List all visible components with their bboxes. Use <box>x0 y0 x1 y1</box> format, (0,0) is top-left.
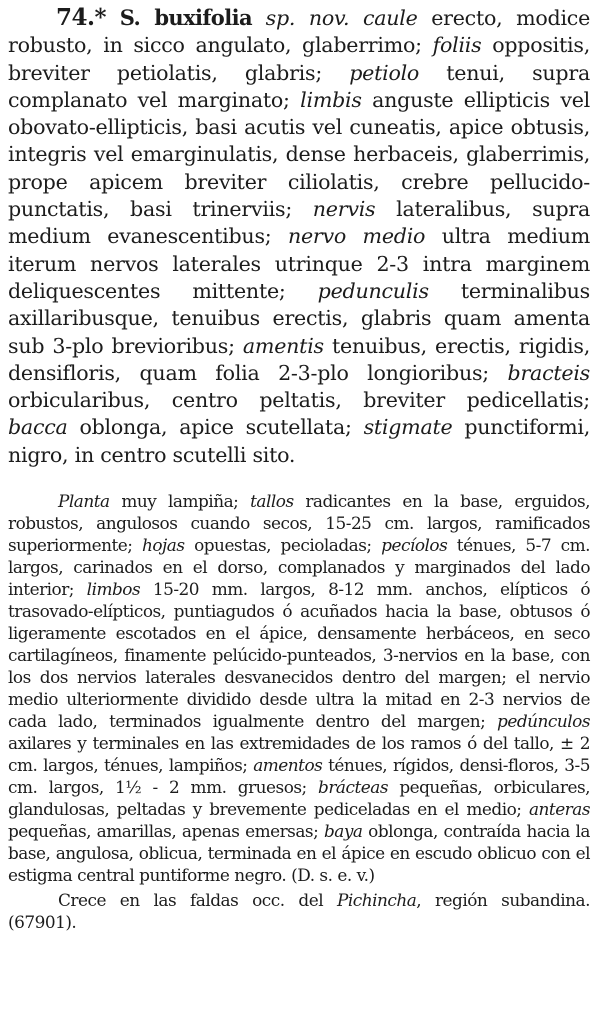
text-run: oppositis, breviter petiolatis, glabris; <box>8 33 590 85</box>
text-run: oblonga, apice scutellata; <box>67 415 364 440</box>
text-run: muy lampiña; <box>109 491 251 512</box>
text-run: axilares y terminales en las extremidades de los ramos ó del tallo, ± 2 cm. largos, ténues, lampiños; <box>8 733 590 776</box>
text-run: pequeñas, amarillas, apenas emersas; <box>8 821 324 842</box>
text-run: Crece en las faldas occ. del <box>58 890 337 911</box>
text-run: terminalibus axillaribusque, tenuibus erectis, glabris quam amenta sub 3-plo brevioribus; <box>8 278 590 358</box>
text-run: pequeñas, orbiculares, glandulosas, peltadas y brevemente pediceladas en el medio; <box>8 777 590 820</box>
document-page <box>8 4 590 933</box>
text-run: orbicularibus, centro peltatis, breviter pedicellatis; <box>8 388 590 413</box>
italic-term: petiolo <box>349 60 420 85</box>
text-run: erecto, modice robusto, in sicco angulato, glaberrimo; <box>8 6 591 58</box>
italic-term: pedunculis <box>317 278 429 303</box>
italic-term: hojas <box>142 535 185 556</box>
text-run: 15-20 mm. largos, 8-12 mm. anchos, elípticos ó trasovado-elípticos, puntiagudos ó acuñados hacia la base, obtusos ó ligeramente escotados en el ápice, densamente herbáceos, en seco cartilagíneos, finamente pelúcido-punteados, 3-nervios en la base, con los dos nervios laterales desvanecidos dentro del margen; el nervio medio ulteriormente dividido desde ultra la mitad en 2-3 nervios de cada lado, terminados igualmente dentro del margen; <box>8 579 590 732</box>
text-run: radicantes en la base, erguidos, robustos, angulosos cuando secos, 15-25 cm. largos, ramificados superiormente; <box>8 491 590 556</box>
italic-term: caule <box>362 6 418 30</box>
species-name: S. buxifolia <box>119 5 252 30</box>
italic-term: amentis <box>242 333 324 358</box>
spanish-description <box>8 490 590 886</box>
text-run: lateralibus, supra medium evanescentibus; <box>8 197 590 249</box>
text-run: punctiformi, nigro, in centro scutelli sito. <box>8 415 590 467</box>
text-run: ténues, rígidos, densi-floros, 3-5 cm. largos, 1½ - 2 mm. gruesos; <box>8 755 590 798</box>
text-run: anguste ellipticis vel obovato-ellipticis, basi acutis vel cuneatis, apice obtusis, integris vel emarginulatis, dense herbaceis, glaberrimis, prope apicem breviter ciliolatis, crebre pellucido-punctatis, basi trinerviis; <box>8 87 591 222</box>
italic-term: nervis <box>312 197 376 222</box>
italic-term: tallos <box>250 491 294 512</box>
italic-term: brácteas <box>318 777 388 798</box>
italic-term: limbis <box>300 87 362 112</box>
text-run: , región subandina. (67901). <box>8 890 590 933</box>
italic-term: baya <box>323 821 363 842</box>
text-run: ténues, 5-7 cm. largos, carinados en el dorso, complanados y marginados del lado interior; <box>8 535 591 600</box>
text-run: tenuibus, erectis, rigidis, densifloris, quam folia 2-3-plo longioribus; <box>8 333 590 385</box>
italic-term: bracteis <box>507 360 590 385</box>
species-status: sp. nov. <box>265 6 350 30</box>
italic-term: Pichincha <box>336 890 417 911</box>
habitat-note <box>8 889 590 933</box>
italic-term: nervo medio <box>287 224 426 249</box>
latin-description <box>8 4 590 469</box>
italic-term: amentos <box>253 755 323 776</box>
italic-term: stigmate <box>363 415 453 440</box>
text-run: ultra medium iterum nervos laterales utrinque 2-3 intra marginem deliquescentes mittente; <box>8 224 590 303</box>
latin-text <box>8 6 590 467</box>
italic-term: pecíolos <box>381 535 448 556</box>
italic-term: foliis <box>432 33 482 58</box>
text-run: oblonga, contraída hacia la base, angulosa, oblicua, terminada en el ápice en escudo oblicuo con el estigma central puntiforme negro. (D. s. e. v.) <box>8 821 590 886</box>
italic-term: bacca <box>8 415 68 440</box>
italic-term: Planta <box>58 491 110 512</box>
entry-number: 74.* <box>56 4 107 31</box>
italic-term: anteras <box>528 799 590 820</box>
text-run: opuestas, pecioladas; <box>184 535 382 556</box>
text-run: tenui, supra complanato vel marginato; <box>8 60 590 112</box>
italic-term: pedúnculos <box>497 711 590 732</box>
text-run <box>349 6 363 30</box>
italic-term: limbos <box>86 579 141 600</box>
